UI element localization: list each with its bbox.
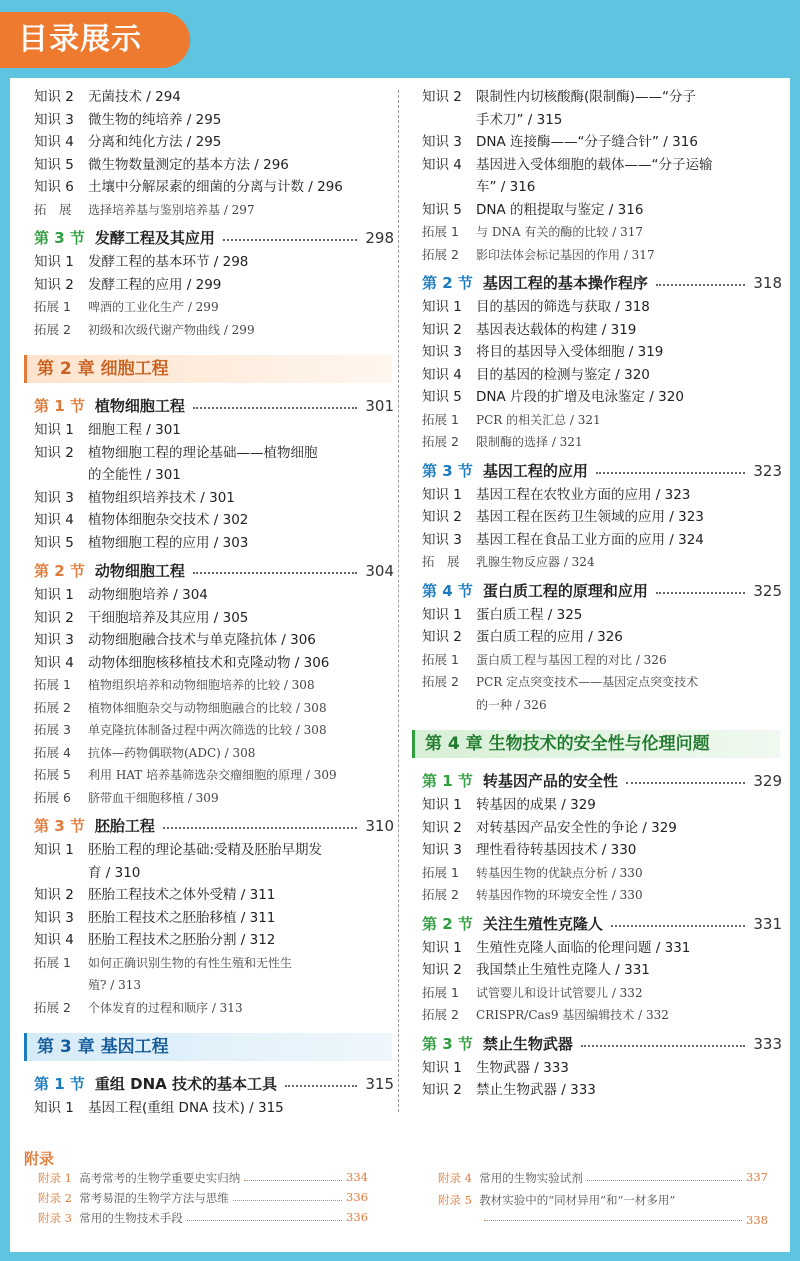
entry-text: 基因进入受体细胞的载体——“分子运输 bbox=[476, 156, 713, 173]
knowledge-entry[interactable] bbox=[422, 296, 782, 319]
entry-label: 拓展 2 bbox=[422, 1007, 459, 1022]
knowledge-entry[interactable] bbox=[34, 607, 394, 630]
section-number: 第 3 节 bbox=[422, 1034, 473, 1053]
knowledge-entry[interactable] bbox=[422, 319, 782, 342]
knowledge-entry[interactable] bbox=[34, 251, 394, 274]
entry-label: 知识 1 bbox=[422, 299, 462, 315]
extension-entry[interactable] bbox=[34, 787, 394, 810]
section-title: 蛋白质工程的原理和应用 bbox=[482, 581, 648, 600]
entry-label: 拓展 1 bbox=[34, 299, 71, 314]
appendix-title: 附录 bbox=[24, 1150, 55, 1168]
section-page: 304 bbox=[365, 562, 394, 580]
entry-label: 知识 4 bbox=[422, 366, 462, 383]
section-number: 第 1 节 bbox=[34, 397, 85, 415]
entry-text: 目的基因的检测与鉴定 / 320 bbox=[476, 366, 650, 383]
extension-entry[interactable] bbox=[422, 862, 782, 885]
chapter-heading[interactable]: 第 3 章 基因工程 bbox=[24, 1033, 392, 1061]
entry-text: DNA 片段的扩增及电泳鉴定 / 320 bbox=[476, 389, 684, 405]
entry-text: 基因工程在食品工业方面的应用 / 324 bbox=[476, 531, 704, 548]
appendix-text: 常用的生物实验试剂 bbox=[479, 1171, 583, 1185]
leader-dots bbox=[285, 1071, 357, 1087]
entry-label: 知识 2 bbox=[422, 1082, 462, 1098]
extension-entry[interactable] bbox=[422, 982, 782, 1005]
entry-label: 知识 4 bbox=[34, 932, 74, 948]
appendix-page: 337 bbox=[746, 1170, 768, 1184]
entry-label: 拓展 2 bbox=[422, 246, 459, 262]
leader-dots bbox=[611, 911, 745, 927]
extension-entry[interactable] bbox=[34, 742, 394, 765]
entry-text: CRISPR/Cas9 基因编辑技术 / 332 bbox=[476, 1008, 669, 1022]
knowledge-entry[interactable] bbox=[34, 532, 394, 555]
entry-text: 将目的基因导入受体细胞 / 319 bbox=[476, 344, 664, 360]
entry-continuation: 的全能性 / 301 bbox=[88, 467, 181, 483]
extension-entry[interactable] bbox=[422, 409, 782, 432]
section-page: 301 bbox=[365, 397, 394, 415]
knowledge-entry[interactable] bbox=[422, 131, 782, 154]
entry-label: 知识 1 bbox=[34, 1100, 74, 1116]
entry-label: 知识 3 bbox=[34, 111, 74, 128]
entry-label: 拓展 1 bbox=[422, 984, 459, 1000]
extension-entry[interactable] bbox=[34, 719, 394, 742]
entry-text: 细胞工程 / 301 bbox=[88, 422, 181, 438]
leader-dots bbox=[193, 393, 357, 409]
section-heading[interactable] bbox=[422, 768, 782, 794]
entry-label: 知识 2 bbox=[34, 444, 74, 461]
entry-text: 动物细胞融合技术与单克隆抗体 / 306 bbox=[88, 632, 316, 648]
section-heading[interactable] bbox=[422, 458, 782, 484]
entry-text: 与 DNA 有关的酶的比较 / 317 bbox=[476, 225, 643, 239]
entry-label: 拓展 1 bbox=[34, 677, 71, 692]
entry-text: 啤酒的工业化生产 / 299 bbox=[88, 300, 219, 314]
extension-entry[interactable] bbox=[422, 244, 782, 267]
section-title: 植物细胞工程 bbox=[94, 397, 185, 415]
entry-label: 知识 3 bbox=[422, 344, 462, 360]
section-heading[interactable] bbox=[422, 1031, 782, 1057]
leader-dots bbox=[163, 813, 357, 829]
leader-dots bbox=[656, 270, 745, 286]
section-number: 第 2 节 bbox=[422, 914, 473, 933]
knowledge-entry[interactable] bbox=[34, 1097, 394, 1120]
entry-label: 知识 2 bbox=[34, 609, 74, 626]
entry-text: 转基因生物的优缺点分析 / 330 bbox=[476, 865, 643, 880]
entry-text: 发酵工程的应用 / 299 bbox=[88, 276, 222, 293]
entry-text: 分离和纯化方法 / 295 bbox=[88, 134, 222, 150]
knowledge-entry[interactable] bbox=[34, 154, 394, 177]
entry-label: 知识 3 bbox=[422, 842, 462, 858]
page-title: 目录展示 bbox=[0, 12, 190, 68]
section-title: 关注生殖性克隆人 bbox=[482, 914, 603, 933]
knowledge-entry[interactable] bbox=[34, 419, 394, 442]
entry-label: 知识 2 bbox=[422, 509, 462, 525]
entry-label: 知识 2 bbox=[34, 276, 74, 293]
section-number: 第 3 节 bbox=[34, 817, 85, 835]
entry-text: 植物组织培养和动物细胞培养的比较 / 308 bbox=[88, 678, 315, 692]
knowledge-entry[interactable] bbox=[34, 907, 394, 930]
section-title: 发酵工程及其应用 bbox=[94, 229, 215, 247]
section-title: 基因工程的基本操作程序 bbox=[482, 274, 648, 292]
entry-text: 发酵工程的基本环节 / 298 bbox=[88, 254, 249, 270]
extension-entry[interactable] bbox=[34, 697, 394, 720]
toc-right-column bbox=[422, 86, 782, 1102]
entry-text: 禁止生物武器 / 333 bbox=[476, 1082, 596, 1098]
knowledge-entry[interactable] bbox=[422, 839, 782, 862]
entry-text: 转基因的成果 / 329 bbox=[476, 797, 596, 813]
entry-continuation: 殖? / 313 bbox=[88, 978, 142, 992]
entry-label: 知识 1 bbox=[34, 842, 74, 858]
knowledge-entry[interactable] bbox=[422, 959, 782, 982]
entry-label: 知识 3 bbox=[422, 531, 462, 548]
entry-text: 我国禁止生殖性克隆人 / 331 bbox=[476, 962, 650, 978]
section-page: 318 bbox=[753, 274, 782, 292]
entry-label: 知识 1 bbox=[34, 254, 74, 270]
knowledge-entry[interactable] bbox=[34, 584, 394, 607]
appendix-text: 教材实验中的“同材异用”和“一材多用” bbox=[479, 1193, 676, 1207]
knowledge-entry[interactable] bbox=[34, 109, 394, 132]
leader-dots bbox=[626, 768, 745, 784]
entry-text: 限制性内切核酸酶(限制酶)——“分子 bbox=[476, 89, 697, 105]
entry-label: 知识 2 bbox=[422, 962, 462, 978]
knowledge-entry[interactable] bbox=[34, 274, 394, 297]
entry-label: 知识 2 bbox=[34, 887, 74, 903]
entry-label: 知识 5 bbox=[422, 389, 462, 405]
appendix-label: 附录 5 bbox=[438, 1193, 472, 1207]
leader-dots bbox=[656, 578, 745, 594]
entry-text: 基因工程(重组 DNA 技术) / 315 bbox=[88, 1100, 284, 1116]
knowledge-entry[interactable] bbox=[422, 506, 782, 529]
entry-label: 知识 4 bbox=[34, 134, 74, 150]
entry-text: 生殖性克隆人面临的伦理问题 / 331 bbox=[476, 939, 691, 956]
knowledge-entry[interactable] bbox=[422, 199, 782, 222]
toc-left-column bbox=[34, 86, 394, 1120]
section-number: 第 1 节 bbox=[34, 1075, 85, 1093]
entry-text: 植物体细胞杂交与动物细胞融合的比较 / 308 bbox=[88, 700, 327, 715]
entry-continuation: 车” / 316 bbox=[476, 179, 536, 195]
section-page: 325 bbox=[753, 581, 782, 600]
section-page: 298 bbox=[365, 229, 394, 247]
appendix-page: 338 bbox=[746, 1213, 768, 1227]
section-title: 动物细胞工程 bbox=[94, 562, 185, 580]
appendix-entry[interactable] bbox=[38, 1210, 368, 1226]
section-heading[interactable] bbox=[422, 270, 782, 296]
section-page: 315 bbox=[365, 1075, 394, 1093]
appendix-page: 336 bbox=[346, 1210, 368, 1224]
entry-label: 知识 2 bbox=[422, 629, 462, 645]
entry-label: 知识 4 bbox=[422, 156, 462, 173]
knowledge-entry[interactable] bbox=[422, 626, 782, 649]
knowledge-entry[interactable] bbox=[422, 604, 782, 627]
appendix-entry[interactable] bbox=[438, 1170, 768, 1186]
knowledge-entry[interactable] bbox=[422, 364, 782, 387]
entry-text: 植物组织培养技术 / 301 bbox=[88, 489, 235, 506]
extension-entry[interactable] bbox=[34, 296, 394, 319]
section-heading[interactable] bbox=[34, 558, 394, 584]
section-page: 329 bbox=[753, 772, 782, 790]
knowledge-entry[interactable] bbox=[34, 487, 394, 510]
entry-text: 乳腺生物反应器 / 324 bbox=[476, 555, 595, 569]
entry-text: 选择培养基与鉴别培养基 / 297 bbox=[88, 202, 255, 217]
knowledge-entry[interactable] bbox=[422, 937, 782, 960]
entry-text: 胚胎工程技术之胚胎分割 / 312 bbox=[88, 932, 276, 948]
entry-text: 如何正确识别生物的有性生殖和无性生 bbox=[88, 955, 293, 970]
entry-text: 植物细胞工程的理论基础——植物细胞 bbox=[88, 444, 318, 461]
leader-dots bbox=[596, 458, 745, 474]
entry-label: 拓展 2 bbox=[34, 999, 71, 1015]
extension-entry[interactable] bbox=[34, 952, 394, 997]
extension-entry[interactable] bbox=[34, 764, 394, 787]
entry-text: 动物细胞培养 / 304 bbox=[88, 587, 208, 603]
chapter-heading[interactable]: 第 4 章 生物技术的安全性与伦理问题 bbox=[412, 730, 780, 758]
knowledge-entry[interactable] bbox=[422, 794, 782, 817]
column-divider bbox=[398, 90, 399, 1112]
knowledge-entry[interactable] bbox=[34, 131, 394, 154]
chapter-heading[interactable]: 第 2 章 细胞工程 bbox=[24, 355, 392, 383]
leader-dots bbox=[223, 225, 357, 241]
entry-text: 抗体—药物偶联物(ADC) / 308 bbox=[88, 745, 256, 760]
entry-label: 拓展 3 bbox=[34, 722, 71, 737]
entry-text: 蛋白质工程的应用 / 326 bbox=[476, 629, 623, 645]
appendix-section bbox=[24, 1148, 774, 1227]
entry-label: 知识 1 bbox=[422, 797, 462, 813]
knowledge-entry[interactable] bbox=[422, 341, 782, 364]
section-heading[interactable] bbox=[34, 225, 394, 251]
entry-label: 知识 3 bbox=[422, 134, 462, 150]
entry-label: 拓展 1 bbox=[422, 224, 459, 239]
entry-text: 动物体细胞核移植技术和克隆动物 / 306 bbox=[88, 654, 330, 671]
knowledge-entry[interactable] bbox=[422, 1057, 782, 1080]
entry-text: DNA 的粗提取与鉴定 / 316 bbox=[476, 201, 644, 218]
entry-text: PCR 的相关汇总 / 321 bbox=[476, 412, 601, 427]
entry-text: 利用 HAT 培养基筛选杂交瘤细胞的原理 / 309 bbox=[88, 768, 337, 782]
knowledge-entry[interactable] bbox=[34, 929, 394, 952]
extension-entry[interactable] bbox=[422, 884, 782, 907]
section-heading[interactable] bbox=[34, 813, 394, 839]
knowledge-entry[interactable] bbox=[422, 817, 782, 840]
entry-text: 基因表达载体的构建 / 319 bbox=[476, 321, 637, 338]
entry-text: 对转基因产品安全性的争论 / 329 bbox=[476, 819, 677, 836]
section-page: 333 bbox=[753, 1034, 782, 1053]
entry-text: 限制酶的选择 / 321 bbox=[476, 435, 583, 449]
entry-label: 知识 5 bbox=[34, 534, 74, 551]
knowledge-entry[interactable] bbox=[34, 442, 394, 487]
knowledge-entry[interactable] bbox=[34, 884, 394, 907]
section-number: 第 2 节 bbox=[422, 274, 473, 292]
entry-label: 拓展 2 bbox=[422, 887, 459, 902]
appendix-page: 334 bbox=[346, 1170, 368, 1184]
entry-label: 知识 1 bbox=[422, 939, 462, 956]
entry-text: 脐带血干细胞移植 / 309 bbox=[88, 790, 219, 805]
entry-label: 拓展 1 bbox=[422, 651, 459, 667]
entry-label: 拓 展 bbox=[34, 201, 72, 217]
entry-label: 知识 2 bbox=[34, 89, 74, 105]
section-title: 胚胎工程 bbox=[94, 817, 155, 835]
knowledge-entry[interactable] bbox=[34, 86, 394, 109]
entry-text: 植物细胞工程的应用 / 303 bbox=[88, 534, 249, 551]
knowledge-entry[interactable] bbox=[422, 154, 782, 199]
entry-text: 干细胞培养及其应用 / 305 bbox=[88, 609, 249, 626]
entry-label: 拓 展 bbox=[422, 554, 460, 569]
extension-entry[interactable] bbox=[34, 319, 394, 342]
entry-label: 知识 1 bbox=[422, 606, 462, 623]
entry-label: 拓展 1 bbox=[34, 954, 71, 970]
section-page: 310 bbox=[365, 817, 394, 835]
entry-label: 知识 6 bbox=[34, 179, 74, 195]
appendix-label: 附录 1 bbox=[38, 1171, 72, 1185]
entry-label: 知识 1 bbox=[34, 422, 74, 438]
entry-text: 试管婴儿和设计试管婴儿 / 332 bbox=[476, 985, 643, 1000]
entry-label: 拓展 1 bbox=[422, 411, 459, 427]
section-number: 第 2 节 bbox=[34, 562, 85, 580]
section-heading[interactable] bbox=[34, 1071, 394, 1097]
section-title: 基因工程的应用 bbox=[482, 461, 588, 480]
knowledge-entry[interactable] bbox=[34, 176, 394, 199]
extension-entry[interactable] bbox=[422, 671, 782, 716]
entry-text: 理性看待转基因技术 / 330 bbox=[476, 842, 637, 858]
knowledge-entry[interactable] bbox=[422, 1079, 782, 1102]
entry-text: 胚胎工程技术之体外受精 / 311 bbox=[88, 887, 276, 903]
entry-label: 知识 1 bbox=[422, 1059, 462, 1076]
entry-text: 单克隆抗体制备过程中两次筛选的比较 / 308 bbox=[88, 723, 327, 737]
entry-label: 拓展 6 bbox=[34, 789, 71, 805]
entry-label: 知识 1 bbox=[422, 486, 462, 503]
section-title: 重组 DNA 技术的基本工具 bbox=[94, 1075, 277, 1093]
entry-label: 拓展 1 bbox=[422, 864, 459, 880]
entry-text: 蛋白质工程 / 325 bbox=[476, 606, 583, 623]
knowledge-entry[interactable] bbox=[422, 484, 782, 507]
entry-label: 知识 5 bbox=[422, 201, 462, 218]
section-heading[interactable] bbox=[422, 578, 782, 604]
knowledge-entry[interactable] bbox=[422, 529, 782, 552]
entry-text: 影印法体会标记基因的作用 / 317 bbox=[476, 247, 655, 262]
entry-text: 植物体细胞杂交技术 / 302 bbox=[88, 512, 249, 528]
entry-label: 拓展 2 bbox=[34, 699, 71, 715]
section-title: 禁止生物武器 bbox=[482, 1034, 573, 1053]
knowledge-entry[interactable] bbox=[34, 509, 394, 532]
section-page: 323 bbox=[753, 461, 782, 480]
extension-entry[interactable] bbox=[34, 674, 394, 697]
section-heading[interactable] bbox=[34, 393, 394, 419]
entry-text: 无菌技术 / 294 bbox=[88, 89, 181, 105]
extension-entry[interactable] bbox=[422, 431, 782, 454]
entry-label: 知识 3 bbox=[34, 632, 74, 648]
extension-entry[interactable] bbox=[422, 649, 782, 672]
section-number: 第 3 节 bbox=[34, 229, 85, 247]
appendix-entry[interactable] bbox=[438, 1190, 768, 1230]
extension-entry[interactable] bbox=[34, 997, 394, 1020]
entry-label: 知识 3 bbox=[34, 909, 74, 926]
appendix-entry[interactable] bbox=[38, 1190, 368, 1206]
entry-label: 拓展 2 bbox=[422, 674, 459, 689]
knowledge-entry[interactable] bbox=[422, 386, 782, 409]
entry-text: 目的基因的筛选与获取 / 318 bbox=[476, 299, 650, 315]
section-number: 第 3 节 bbox=[422, 461, 473, 480]
entry-text: 初级和次级代谢产物曲线 / 299 bbox=[88, 322, 255, 337]
entry-text: 个体发育的过程和顺序 / 313 bbox=[88, 1000, 243, 1015]
section-title: 转基因产品的安全性 bbox=[482, 772, 618, 790]
entry-continuation: 育 / 310 bbox=[88, 864, 141, 881]
entry-text: 基因工程在医药卫生领域的应用 / 323 bbox=[476, 509, 704, 525]
appendix-text: 高考常考的生物学重要史实归纳 bbox=[79, 1171, 241, 1185]
entry-text: 蛋白质工程与基因工程的对比 / 326 bbox=[476, 652, 667, 667]
entry-label: 知识 1 bbox=[34, 587, 74, 603]
knowledge-entry[interactable] bbox=[34, 839, 394, 884]
entry-continuation: 手术刀” / 315 bbox=[476, 111, 563, 128]
entry-text: 胚胎工程技术之胚胎移植 / 311 bbox=[88, 909, 276, 926]
entry-label: 知识 5 bbox=[34, 156, 74, 173]
appendix-entry[interactable] bbox=[38, 1170, 368, 1186]
entry-text: 生物武器 / 333 bbox=[476, 1059, 569, 1076]
entry-text: 微生物的纯培养 / 295 bbox=[88, 111, 222, 128]
section-number: 第 4 节 bbox=[422, 581, 473, 600]
section-page: 331 bbox=[753, 914, 782, 933]
entry-text: 转基因作物的环境安全性 / 330 bbox=[476, 888, 643, 902]
entry-label: 拓展 4 bbox=[34, 744, 71, 760]
leader-dots bbox=[193, 558, 357, 574]
entry-label: 知识 2 bbox=[422, 89, 462, 105]
section-heading[interactable] bbox=[422, 911, 782, 937]
extension-entry[interactable] bbox=[422, 1004, 782, 1027]
entry-label: 拓展 2 bbox=[34, 321, 71, 337]
entry-label: 知识 2 bbox=[422, 321, 462, 338]
entry-text: DNA 连接酶——“分子缝合针” / 316 bbox=[476, 134, 698, 150]
appendix-label: 附录 3 bbox=[38, 1211, 72, 1225]
knowledge-entry[interactable] bbox=[422, 86, 782, 131]
entry-label: 知识 4 bbox=[34, 512, 74, 528]
entry-continuation: 的一种 / 326 bbox=[476, 697, 547, 712]
knowledge-entry[interactable] bbox=[34, 629, 394, 652]
entry-label: 知识 4 bbox=[34, 654, 74, 671]
entry-label: 知识 3 bbox=[34, 489, 74, 506]
extension-entry[interactable] bbox=[422, 221, 782, 244]
extension-entry[interactable] bbox=[34, 199, 394, 222]
appendix-page: 336 bbox=[346, 1190, 368, 1204]
appendix-label: 附录 2 bbox=[38, 1191, 72, 1205]
appendix-text: 常考易混的生物学方法与思维 bbox=[79, 1191, 229, 1205]
entry-text: 土壤中分解尿素的细菌的分离与计数 / 296 bbox=[88, 179, 343, 195]
extension-entry[interactable] bbox=[422, 551, 782, 574]
section-number: 第 1 节 bbox=[422, 772, 473, 790]
knowledge-entry[interactable] bbox=[34, 652, 394, 675]
entry-label: 拓展 5 bbox=[34, 767, 71, 782]
appendix-text: 常用的生物技术手段 bbox=[79, 1211, 183, 1225]
entry-text: 基因工程在农牧业方面的应用 / 323 bbox=[476, 486, 691, 503]
entry-text: 微生物数量测定的基本方法 / 296 bbox=[88, 156, 289, 173]
entry-label: 知识 2 bbox=[422, 819, 462, 836]
entry-text: 胚胎工程的理论基础:受精及胚胎早期发 bbox=[88, 842, 323, 858]
appendix-label: 附录 4 bbox=[438, 1171, 472, 1185]
leader-dots bbox=[581, 1031, 745, 1047]
entry-label: 拓展 2 bbox=[422, 434, 459, 449]
entry-text: PCR 定点突变技术——基因定点突变技术 bbox=[476, 675, 699, 689]
